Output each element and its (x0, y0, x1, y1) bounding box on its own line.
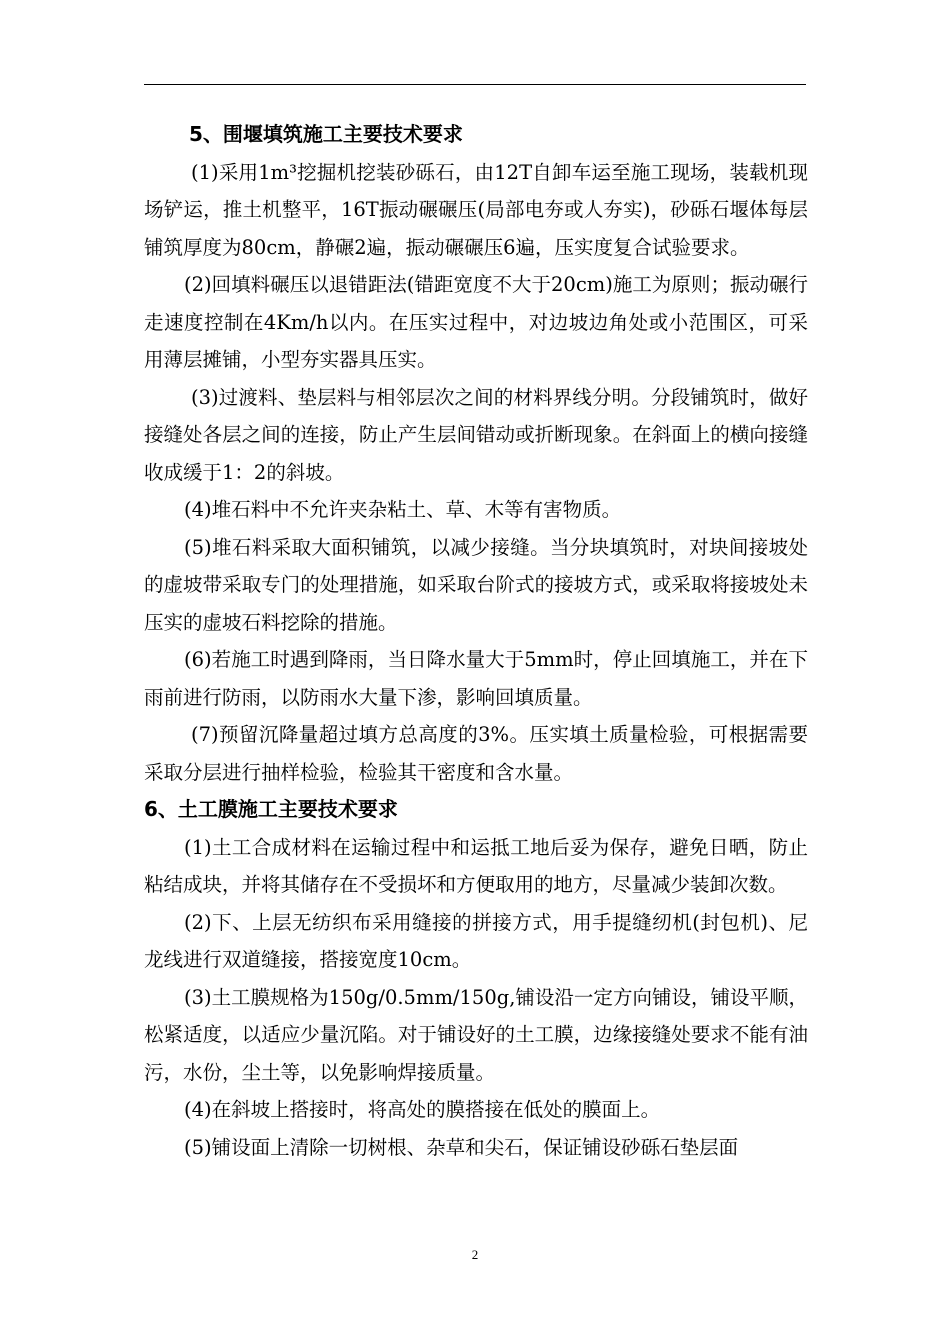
page-number: 2 (471, 1247, 479, 1262)
section-5-paragraph-5: (5)堆石料采取大面积铺筑，以减少接缝。当分块填筑时，对块间接坡处的虚坡带采取专门的处理措施，如采取台阶式的接坡方式，或采取将接坡处未压实的虚坡石料挖除的措施。 (144, 535, 808, 634)
section-6-paragraph-5: (5)铺设面上清除一切树根、杂草和尖石，保证铺设砂砾石垫层面 (184, 1135, 739, 1159)
section-6-heading: 6、土工膜施工主要技术要求 (144, 797, 398, 821)
section-6-paragraph-4: (4)在斜坡上搭接时，将高处的膜搭接在低处的膜面上。 (184, 1098, 661, 1121)
section-6-paragraph-2: (2)下、上层无纺织布采用缝接的拼接方式，用手提缝纫机(封包机)、尼龙线进行双道缝接，搭接宽度10cm。 (144, 910, 808, 971)
section-5-paragraph-7: (7)预留沉降量超过填方总高度的3%。压实填土质量检验，可根据需要采取分层进行抽样检验，检验其干密度和含水量。 (144, 723, 808, 784)
section-6-paragraph-1: (1)土工合成材料在运输过程中和运抵工地后妥为保存，避免日晒，防止粘结成块，并将其储存在不受损坏和方便取用的地方，尽量减少装卸次数。 (144, 835, 808, 896)
section-5-paragraph-6: (6)若施工时遇到降雨，当日降水量大于5mm时，停止回填施工，并在下雨前进行防雨，以防雨水大量下渗，影响回填质量。 (144, 648, 808, 709)
section-5-heading: 5、围堰填筑施工主要技术要求 (189, 122, 463, 146)
header-rule (144, 84, 806, 85)
section-6-paragraph-3: (3)土工膜规格为150g/0.5mm/150g,铺设沿一定方向铺设，铺设平顺，松紧适度，以适应少量沉陷。对于铺设好的土工膜，边缘接缝处要求不能有油污，水份，尘土等，以免影响焊接质量。 (144, 985, 808, 1084)
section-5-paragraph-1: (1)采用1m³挖掘机挖装砂砾石，由12T自卸车运至施工现场，装载机现场铲运，推土机整平，16T振动碾碾压(局部电夯或人夯实)，砂砾石堰体每层铺筑厚度为80cm，静碾2遍，振动碾碾压6遍，压实度复合试验要求。 (144, 160, 808, 259)
document-body (144, 116, 808, 1166)
section-5-paragraph-2: (2)回填料碾压以退错距法(错距宽度不大于20cm)施工为原则；振动碾行走速度控制在4Km/h以内。在压实过程中，对边坡边角处或小范围区，可采用薄层摊铺，小型夯实器具压实。 (144, 273, 808, 371)
section-5-paragraph-3: (3)过渡料、垫层料与相邻层次之间的材料界线分明。分段铺筑时，做好接缝处各层之间的连接，防止产生层间错动或折断现象。在斜面上的横向接缝收成缓于1：2的斜坡。 (144, 385, 808, 484)
section-5-paragraph-4: (4)堆石料中不允许夹杂粘土、草、木等有害物质。 (184, 498, 622, 521)
